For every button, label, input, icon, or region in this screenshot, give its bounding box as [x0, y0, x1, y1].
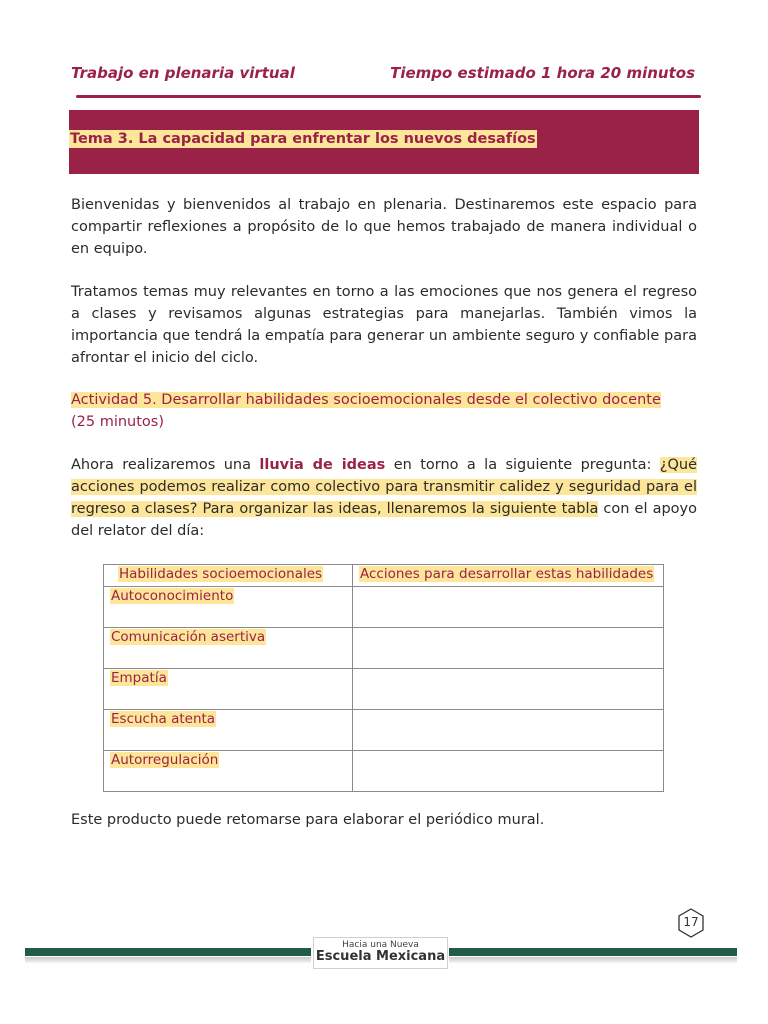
table-row	[104, 587, 664, 628]
instruction-middle: en torno a la siguiente pregunta:	[385, 457, 660, 473]
table-row	[104, 669, 664, 710]
footer-bar-right-shadow	[449, 957, 737, 963]
topic-title: Tema 3. La capacidad para enfrentar los nuevos desafíos	[70, 131, 536, 147]
table-row	[104, 751, 664, 792]
instruction-paragraph	[71, 454, 697, 542]
activity-heading	[71, 389, 697, 433]
intro-paragraph: Bienvenidas y bienvenidos al trabajo en plenaria. Destinaremos este espacio para compartir reflexiones a propósito de lo que hemos trabajado de manera individual o en equipo.	[71, 197, 697, 257]
closing-note: Este producto puede retomarse para elaborar el periódico mural.	[71, 812, 545, 828]
skill-cell: Autorregulación	[104, 751, 353, 792]
skill-cell: Empatía	[104, 669, 353, 710]
topic-banner	[69, 110, 699, 174]
footer-bar-left-shadow	[25, 957, 311, 963]
header-estimated-time: Tiempo estimado 1 hora 20 minutos	[390, 64, 695, 82]
instruction-end: con el apoyo del relator del día:	[71, 501, 697, 539]
table-header-row	[104, 565, 664, 587]
skill-cell: Escucha atenta	[104, 710, 353, 751]
page-number: 17	[683, 915, 699, 929]
action-cell[interactable]	[353, 628, 664, 669]
header-session-type: Trabajo en plenaria virtual	[71, 64, 295, 82]
page-number-badge	[675, 907, 707, 939]
table-header-skills: Habilidades socioemocionales	[104, 565, 353, 587]
footer-logo-line2: Escuela Mexicana	[315, 949, 446, 964]
action-cell[interactable]	[353, 710, 664, 751]
action-cell[interactable]	[353, 669, 664, 710]
brainstorm-term: lluvia de ideas	[259, 457, 386, 473]
summary-paragraph: Tratamos temas muy relevantes en torno a las emociones que nos genera el regreso a clases y revisamos algunas estrategias para manejarlas. También vimos la importancia que tendrá la empatía para generar un ambiente seguro y confiable para afrontar el inicio del ciclo.	[71, 284, 697, 366]
table-row	[104, 628, 664, 669]
skills-table	[103, 564, 664, 792]
action-cell[interactable]	[353, 587, 664, 628]
action-cell[interactable]	[353, 751, 664, 792]
guiding-question: ¿Qué acciones podemos realizar como colectivo para transmitir calidez y seguridad para el regreso a clases? Para organizar las ideas, llenaremos la siguiente tabla	[71, 457, 697, 517]
skill-cell: Comunicación asertiva	[104, 628, 353, 669]
table-row	[104, 710, 664, 751]
table-header-actions: Acciones para desarrollar estas habilidades	[353, 565, 664, 587]
activity-duration: (25 minutos)	[71, 414, 165, 430]
skill-cell: Autoconocimiento	[104, 587, 353, 628]
footer-bar-right	[449, 948, 737, 956]
page-header	[71, 64, 695, 86]
instruction-start: Ahora realizaremos una	[71, 457, 260, 473]
footer-bar-left	[25, 948, 311, 956]
activity-title: Actividad 5. Desarrollar habilidades socioemocionales desde el colectivo docente	[71, 392, 661, 408]
footer-logo-line1: Hacia una Nueva	[342, 940, 419, 950]
header-divider	[76, 95, 701, 98]
footer-logo	[313, 937, 448, 969]
